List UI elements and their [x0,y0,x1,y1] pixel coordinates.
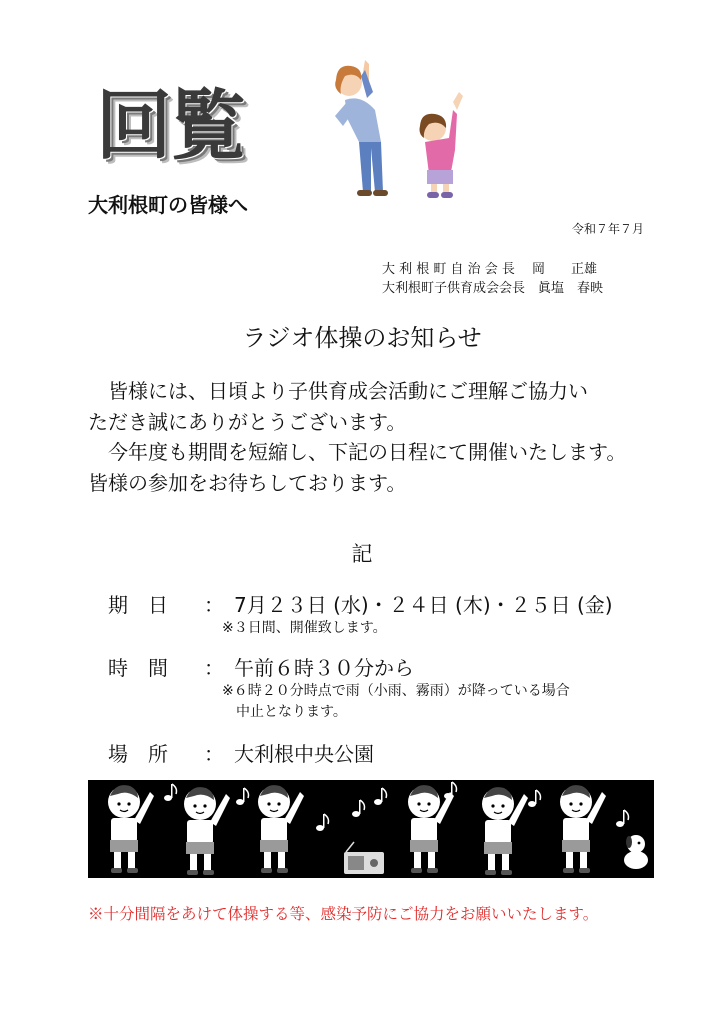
stretching-people-illustration [325,58,475,200]
dog-icon [624,835,648,869]
period-value: 7月２３日 (水)・２４日 (木)・２５日 (金) [234,593,613,617]
period-label: 期日 [108,593,188,617]
period-colon: ： [204,593,224,617]
infection-prevention-warning: ※十分間隔をあけて体操する等、感染予防にご協力をお願いいたします。 [88,905,599,923]
radio-exercise-banner [88,780,654,878]
radio-icon [344,842,384,874]
time-note-line-1: ※６時２０分時点で雨（小雨、霧雨）が降っている場合 [222,683,570,699]
body-paragraph-2-line-2: 皆様の参加をお待ちしております。 [88,471,407,495]
exercising-children-icon [88,780,654,878]
ki-heading: 記 [351,542,373,566]
time-label: 時間 [108,656,188,680]
signer-line-2: 大利根町子供育成会会長 眞塩 春映 [382,281,604,296]
time-colon: ： [204,656,224,680]
place-label: 場所 [108,742,188,766]
period-note: ※３日間、開催致します。 [222,620,387,636]
time-value: 午前６時３０分から [234,656,414,680]
kairan-heading: 回覧 [96,81,244,170]
detail-period [108,589,613,618]
body-paragraph-1-line-1: 皆様には、日頃より子供育成会活動にご理解ご協力い [88,379,588,403]
body-paragraph-2-line-1: 今年度も期間を短縮し、下記の日程にて開催いたします。 [88,440,627,464]
place-colon: ： [204,742,224,766]
time-note-line-2: 中止となります。 [222,704,347,720]
issue-date: 令和７年７月 [571,222,644,236]
greeting-to-residents: 大利根町の皆様へ [88,193,248,217]
detail-place [108,738,374,767]
notice-title: ラジオ体操のお知らせ [242,324,482,352]
child-figure-icon [420,92,464,198]
detail-time [108,652,414,681]
body-paragraph-1-line-2: ただき誠にありがとうございます。 [88,410,407,434]
signer-line-1: 大 利 根 町 自 治 会 長 岡 正雄 [382,262,598,277]
woman-figure-icon [335,60,388,196]
place-value: 大利根中央公園 [234,742,374,766]
